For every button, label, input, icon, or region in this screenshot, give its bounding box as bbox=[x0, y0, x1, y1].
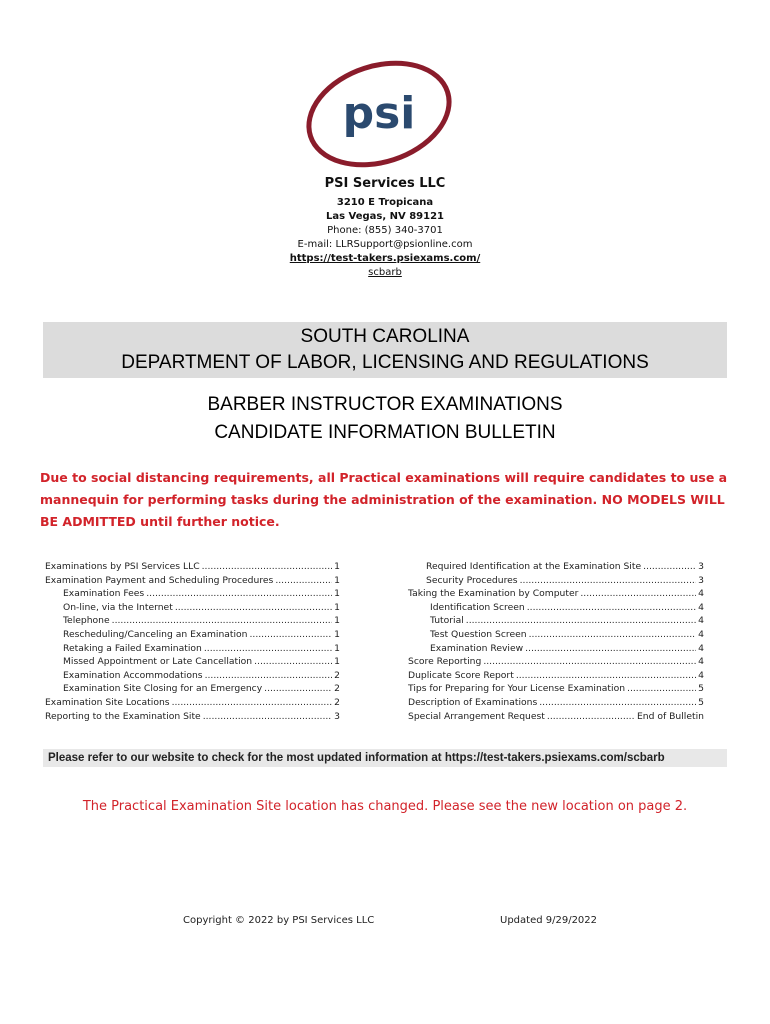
toc-item[interactable]: Rescheduling/Canceling an Examination ..... 1 bbox=[45, 628, 340, 642]
email-address[interactable]: E-mail: LLRSupport@psionline.com bbox=[297, 239, 473, 250]
toc-item[interactable]: Security Procedures ..... 3 bbox=[408, 574, 704, 588]
address-city: Las Vegas, NV 89121 bbox=[325, 211, 445, 222]
toc-item[interactable]: Missed Appointment or Late Cancellation ..... 1 bbox=[45, 655, 340, 669]
toc-item[interactable]: Tutorial ..... 4 bbox=[408, 614, 704, 628]
state-banner bbox=[43, 322, 727, 378]
toc-item[interactable]: Examination Payment and Scheduling Procedures ..... 1 bbox=[45, 574, 340, 588]
social-distancing-notice: Due to social distancing requirements, all Practical examinations will require candidates to use a mannequin for performing tasks during the administration of the examination. NO MODELS WILL BE ADMITTED until further notice. bbox=[40, 470, 728, 529]
toc-item[interactable]: Examination Review ..... 4 bbox=[408, 642, 704, 656]
toc-item[interactable]: Examination Accommodations ..... 2 bbox=[45, 669, 340, 683]
toc-item[interactable]: Reporting to the Examination Site ..... 3 bbox=[45, 710, 340, 724]
site-change-notice: The Practical Examination Site location has changed. Please see the new location on page 2. bbox=[82, 799, 688, 814]
toc-item[interactable]: Required Identification at the Examination Site ..... 3 bbox=[408, 560, 704, 574]
toc-item[interactable]: Telephone ..... 1 bbox=[45, 614, 340, 628]
updated-date: Updated 9/29/2022 bbox=[500, 915, 598, 926]
psi-logo bbox=[300, 58, 458, 170]
toc-item[interactable]: Examination Fees ..... 1 bbox=[45, 587, 340, 601]
department-name: DEPARTMENT OF LABOR, LICENSING AND REGULATIONS bbox=[121, 352, 649, 373]
toc-item[interactable]: On-line, via the Internet ..... 1 bbox=[45, 601, 340, 615]
toc-item[interactable]: Taking the Examination by Computer ..... 4 bbox=[408, 587, 704, 601]
state-name: SOUTH CAROLINA bbox=[300, 326, 470, 347]
address-street: 3210 E Tropicana bbox=[336, 197, 434, 208]
logo-text: psi bbox=[342, 88, 416, 139]
bulletin-title: CANDIDATE INFORMATION BULLETIN bbox=[214, 422, 556, 443]
toc-item[interactable]: Duplicate Score Report ..... 4 bbox=[408, 669, 704, 683]
toc-item[interactable]: Test Question Screen ..... 4 bbox=[408, 628, 704, 642]
phone-number: Phone: (855) 340-3701 bbox=[327, 225, 443, 236]
toc-item[interactable]: Examination Site Locations ..... 2 bbox=[45, 696, 340, 710]
toc-item[interactable]: Examinations by PSI Services LLC ..... 1 bbox=[45, 560, 340, 574]
toc-item[interactable]: Identification Screen ..... 4 bbox=[408, 601, 704, 615]
toc-item[interactable]: Description of Examinations ..... 5 bbox=[408, 696, 704, 710]
copyright-text: Copyright © 2022 by PSI Services LLC bbox=[183, 915, 375, 926]
toc-item[interactable]: Retaking a Failed Examination ..... 1 bbox=[45, 642, 340, 656]
toc-right-column bbox=[408, 560, 704, 723]
exam-title: BARBER INSTRUCTOR EXAMINATIONS bbox=[207, 394, 563, 415]
toc-item[interactable]: Score Reporting ..... 4 bbox=[408, 655, 704, 669]
website-update-banner: Please refer to our website to check for the most updated information at https://test-takers.psiexams.com/scbarb bbox=[43, 749, 727, 767]
toc-item[interactable]: Tips for Preparing for Your License Examination ..... 5 bbox=[408, 682, 704, 696]
company-name: PSI Services LLC bbox=[324, 176, 446, 191]
toc-item[interactable]: Special Arrangement Request ..... End of Bulletin bbox=[408, 710, 704, 724]
toc-left-column bbox=[45, 560, 340, 723]
website-link[interactable]: https://test-takers.psiexams.com/ bbox=[289, 253, 481, 264]
website-link-path[interactable]: scbarb bbox=[368, 267, 402, 278]
toc-item[interactable]: Examination Site Closing for an Emergency ..... 2 bbox=[45, 682, 340, 696]
